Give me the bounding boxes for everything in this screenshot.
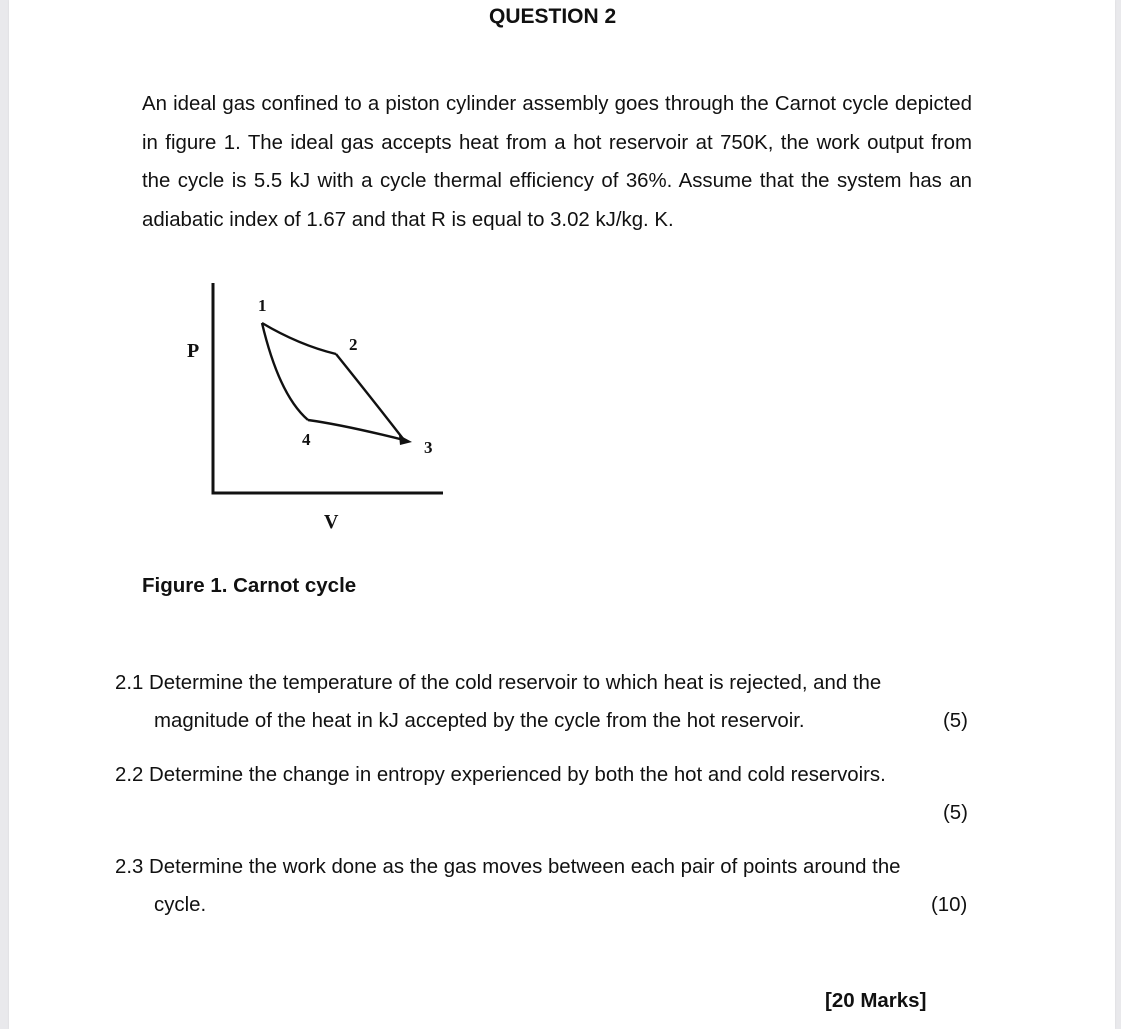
question-title: QUESTION 2 xyxy=(489,5,617,28)
point-1-label: 1 xyxy=(258,296,267,315)
point-4-label: 4 xyxy=(302,430,311,449)
question-2-1-line2: magnitude of the heat in kJ accepted by the cycle from the hot reservoir. xyxy=(154,710,805,732)
process-4-1 xyxy=(262,323,308,420)
question-2-2-line1: 2.2 Determine the change in entropy experienced by both the hot and cold reservoirs. xyxy=(115,764,886,786)
question-2-3-marks: (10) xyxy=(931,894,968,916)
point-2-label: 2 xyxy=(349,335,358,354)
axis-v-label: V xyxy=(324,511,339,533)
pv-diagram xyxy=(169,275,459,545)
document-page xyxy=(9,0,1115,1029)
arrowhead-3 xyxy=(399,435,412,445)
question-2-3-line2: cycle. xyxy=(154,894,207,916)
axis-p-label: P xyxy=(187,340,200,362)
total-marks: [20 Marks] xyxy=(825,989,927,1012)
point-3-label: 3 xyxy=(424,438,433,457)
question-2-2-marks: (5) xyxy=(943,802,968,824)
question-2-3-line1: 2.3 Determine the work done as the gas moves between each pair of points around the xyxy=(115,856,901,878)
carnot-cycle-figure xyxy=(169,275,459,545)
question-2-1-marks: (5) xyxy=(943,710,968,732)
process-1-2 xyxy=(262,323,336,354)
question-intro: An ideal gas confined to a piston cylinder assembly goes through the Carnot cycle depicted in figure 1. The ideal gas accepts heat from a hot reservoir at 750K, the work output from the cycle is 5.5 kJ with a cycle thermal efficiency of 36%. Assume that the system has an adiabatic index of 1.67 and that R is equal to 3.02 kJ/kg. K. xyxy=(142,93,972,231)
question-2-1-line1: 2.1 Determine the temperature of the cold reservoir to which heat is rejected, and the xyxy=(115,672,882,694)
figure-caption: Figure 1. Carnot cycle xyxy=(142,574,357,597)
